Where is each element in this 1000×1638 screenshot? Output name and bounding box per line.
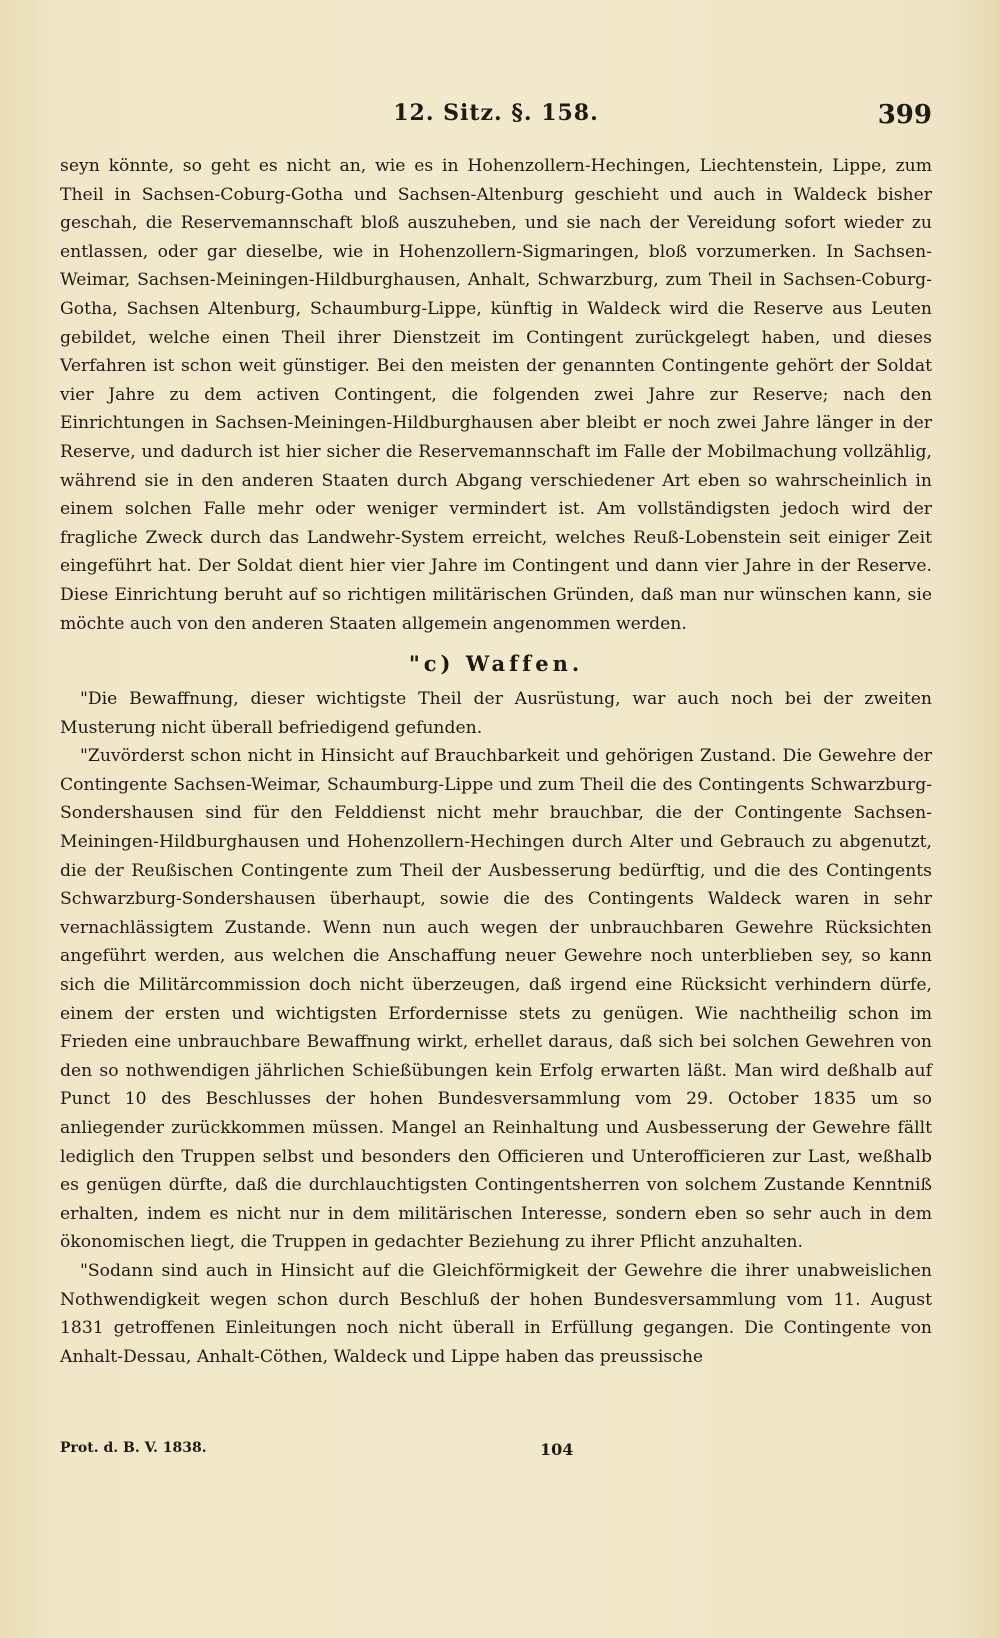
running-head: 12. Sitz. §. 158. — [393, 100, 599, 126]
paragraph: "Die Bewaffnung, dieser wichtigste Theil der Ausrüstung, war auch noch bei der zweiten Musterung nicht überall befriedigend gefunden. — [60, 689, 932, 738]
paragraph: seyn könnte, so geht es nicht an, wie es in Hohenzollern-Hechingen, Liechtenstein, Lippe, zum Theil in Sachsen-Coburg-Gotha und Sachsen-Altenburg geschieht und auch in Waldeck bisher geschah, die Reservemannschaft bloß auszuheben, und sie nach der Vereidung sofort wieder zu entlassen, oder gar dieselbe, wie in Hohenzollern-Sigmaringen, bloß vorzumerken. In Sachsen-Weimar, Sachsen-Meiningen-Hildburghausen, Anhalt, Schwarzburg, zum Theil in Sachsen-Coburg-Gotha, Sachsen Altenburg, Schaumburg-Lippe, künftig in Waldeck wird die Reserve aus Leuten gebildet, welche einen Theil ihrer Dienstzeit im Contingent zurückgelegt haben, und dieses Verfahren ist schon weit günstiger. Bei den meisten der genannten Contingente gehört der Soldat vier Jahre zu dem activen Contingent, die folgenden zwei Jahre zur Reserve; nach den Einrichtungen in Sachsen-Meiningen-Hildburghausen aber bleibt er noch zwei Jahre länger in der Reserve, und dadurch ist hier sicher die Reservemannschaft im Falle der Mobilmachung vollzählig, während sie in den anderen Staaten durch Abgang verschiedener Art eben so wahrscheinlich in einem solchen Falle mehr oder weniger vermindert ist. Am vollständigsten jedoch wird der fragliche Zweck durch das Landwehr-System erreicht, welches Reuß-Lobenstein seit einiger Zeit eingeführt hat. Der Soldat dient hier vier Jahre im Contingent und dann vier Jahre in der Reserve. Diese Einrichtung beruht auf so richtigen militärischen Gründen, daß man nur wünschen kann, sie möchte auch von den anderen Staaten allgemein angenommen werden. — [60, 156, 932, 634]
page-header — [60, 100, 932, 140]
page-footer — [60, 1440, 932, 1464]
page-body — [60, 152, 932, 1371]
footer-source: Prot. d. B. V. 1838. — [60, 1440, 207, 1456]
paragraph: "Sodann sind auch in Hinsicht auf die Gleichförmigkeit der Gewehre die ihrer unabweislichen Nothwendigkeit wegen schon durch Beschluß der hohen Bundesversammlung vom 11. August 1831 getroffenen Einleitungen noch nicht überall in Erfüllung gegangen. Die Contingente von Anhalt-Dessau, Anhalt-Cöthen, Waldeck und Lippe haben das preussische — [60, 1260, 932, 1367]
sheet-signature: 104 — [540, 1440, 574, 1459]
section-heading: "c) Waffen. — [408, 651, 584, 677]
paragraph: "Zuvörderst schon nicht in Hinsicht auf Brauchbarkeit und gehörigen Zustand. Die Gewehre der Contingente Sachsen-Weimar, Schaumburg-Lippe und zum Theil die des Contingents Schwarzburg-Sondershausen sind für den Felddienst nicht mehr brauchbar, die der Contingente Sachsen-Meiningen-Hildburghausen und Hohenzollern-Hechingen durch Alter und Gebrauch zu abgenutzt, die der Reußischen Contingente zum Theil der Ausbesserung bedürftig, und die des Contingents Schwarzburg-Sondershausen überhaupt, sowie die des Contingents Waldeck waren in sehr vernachlässigtem Zustande. Wenn nun auch wegen der unbrauchbaren Gewehre Rücksichten angeführt werden, aus welchen die Anschaffung neuer Gewehre noch unterblieben sey, so kann sich die Militärcommission doch nicht überzeugen, daß irgend eine Rücksicht verhindern dürfe, einem der ersten und wichtigsten Erfordernisse stets zu genügen. Wie nachtheilig schon im Frieden eine unbrauchbare Bewaffnung wirkt, erhellet daraus, daß sich bei solchen Gewehren von den so nothwendigen jährlichen Schießübungen kein Erfolg erwarten läßt. Man wird deßhalb auf Punct 10 des Beschlusses der hohen Bundesversammlung vom 29. October 1835 um so anliegender zurückkommen müssen. Mangel an Reinhaltung und Ausbesserung der Gewehre fällt lediglich den Truppen selbst und besonders den Officieren und Unterofficieren zur Last, weßhalb es genügen dürfte, daß die durchlauchtigsten Contingentsherren von solchem Zustande Kenntniß erhalten, indem es nicht nur in dem militärischen Interesse, sondern eben so sehr auch in dem ökonomischen liegt, die Truppen in gedachter Beziehung zu ihrer Pflicht anzuhalten. — [60, 746, 932, 1253]
page-number: 399 — [877, 100, 932, 130]
